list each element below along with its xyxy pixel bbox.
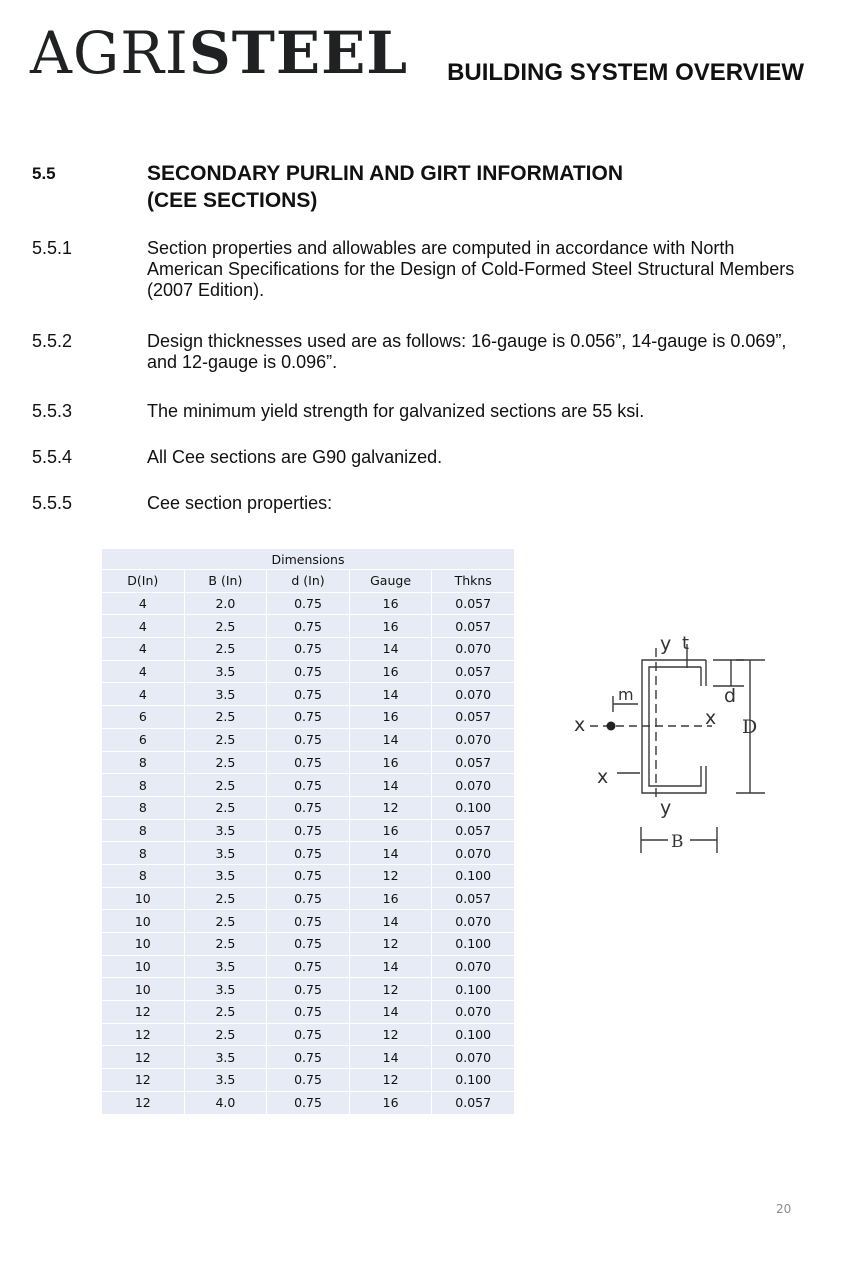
- table-row: [102, 933, 515, 956]
- x-right-label: x: [705, 707, 717, 729]
- table-row: [102, 751, 515, 774]
- table-cell: 16: [349, 660, 432, 683]
- table-cell: 0.070: [432, 728, 515, 751]
- table-row: [102, 955, 515, 978]
- table-cell: 12: [102, 1001, 185, 1024]
- table-cell: 2.5: [184, 751, 267, 774]
- table-cell: 8: [102, 774, 185, 797]
- table-cell: 10: [102, 933, 185, 956]
- clause-text: Design thicknesses used are as follows: 16-gauge is 0.056”, 14-gauge is 0.069”, and 12-gauge is 0.096”.: [147, 331, 787, 372]
- agristeel-logo: [30, 18, 408, 88]
- table-cell: 14: [349, 1001, 432, 1024]
- table-row: [102, 683, 515, 706]
- table-row: [102, 1001, 515, 1024]
- table-cell: 14: [349, 842, 432, 865]
- table-cell: 16: [349, 592, 432, 615]
- table-cell: 16: [349, 615, 432, 638]
- table-cell: 0.057: [432, 660, 515, 683]
- table-cell: 0.070: [432, 1001, 515, 1024]
- table-cell: 4.0: [184, 1091, 267, 1114]
- section-title-line1: SECONDARY PURLIN AND GIRT INFORMATION: [147, 162, 623, 185]
- table-cell: 8: [102, 796, 185, 819]
- table-cell: 0.75: [267, 774, 350, 797]
- table-group-header: Dimensions: [102, 549, 515, 570]
- table-cell: 2.5: [184, 774, 267, 797]
- table-cell: 2.5: [184, 728, 267, 751]
- table-row: [102, 864, 515, 887]
- table-cell: 0.057: [432, 887, 515, 910]
- table-cell: 2.5: [184, 615, 267, 638]
- column-header: B (In): [184, 570, 267, 593]
- table-cell: 16: [349, 706, 432, 729]
- table-row: [102, 660, 515, 683]
- table-row: [102, 796, 515, 819]
- table-cell: 8: [102, 864, 185, 887]
- table-cell: 0.057: [432, 592, 515, 615]
- table-cell: 0.75: [267, 751, 350, 774]
- document-title: BUILDING SYSTEM OVERVIEW: [447, 59, 804, 86]
- table-cell: 0.070: [432, 683, 515, 706]
- shear-center-dot: [607, 722, 616, 731]
- table-row: [102, 842, 515, 865]
- table-row: [102, 819, 515, 842]
- table-cell: 2.5: [184, 910, 267, 933]
- clause-number: 5.5.5: [32, 493, 73, 513]
- table-cell: 12: [349, 1069, 432, 1092]
- clause-text: The minimum yield strength for galvanized sections are 55 ksi.: [147, 401, 645, 421]
- table-cell: 0.057: [432, 751, 515, 774]
- section-title: [147, 160, 767, 214]
- table-row: [102, 592, 515, 615]
- table-cell: 16: [349, 751, 432, 774]
- clause-number: 5.5.2: [32, 331, 73, 351]
- table-cell: 12: [349, 1023, 432, 1046]
- table-cell: 0.75: [267, 819, 350, 842]
- table-row: [102, 887, 515, 910]
- table-cell: 0.100: [432, 796, 515, 819]
- table-cell: 0.100: [432, 1069, 515, 1092]
- table-cell: 0.75: [267, 1069, 350, 1092]
- t-label: t: [682, 633, 690, 654]
- table-cell: 0.75: [267, 864, 350, 887]
- table-cell: 0.75: [267, 978, 350, 1001]
- table-cell: 12: [102, 1046, 185, 1069]
- table-cell: 2.5: [184, 933, 267, 956]
- table-cell: 4: [102, 615, 185, 638]
- table-row: [102, 706, 515, 729]
- table-cell: 14: [349, 728, 432, 751]
- table-cell: 3.5: [184, 1069, 267, 1092]
- table-cell: 0.75: [267, 592, 350, 615]
- clause-number: 5.5.3: [32, 401, 73, 421]
- table-cell: 0.070: [432, 638, 515, 661]
- table-cell: 12: [102, 1069, 185, 1092]
- table-cell: 0.75: [267, 910, 350, 933]
- table-cell: 14: [349, 683, 432, 706]
- table-cell: 0.070: [432, 910, 515, 933]
- table-cell: 3.5: [184, 978, 267, 1001]
- table-cell: 10: [102, 978, 185, 1001]
- table-cell: 0.057: [432, 706, 515, 729]
- table-row: [102, 638, 515, 661]
- table-cell: 10: [102, 955, 185, 978]
- table-cell: 6: [102, 706, 185, 729]
- cee-section-diagram: [570, 625, 770, 860]
- table-cell: 2.5: [184, 638, 267, 661]
- table-row: [102, 1069, 515, 1092]
- table-cell: 14: [349, 910, 432, 933]
- column-header: Gauge: [349, 570, 432, 593]
- m-label: m: [618, 685, 634, 704]
- d-dimension: [713, 660, 744, 686]
- table-cell: 0.070: [432, 1046, 515, 1069]
- d-label: d: [724, 685, 737, 707]
- x-left-label: x: [574, 714, 586, 736]
- table-row: [102, 774, 515, 797]
- clause-text: All Cee sections are G90 galvanized.: [147, 447, 443, 467]
- table-row: [102, 1023, 515, 1046]
- table-cell: 3.5: [184, 842, 267, 865]
- page-number: 20: [776, 1202, 792, 1216]
- table-cell: 2.5: [184, 796, 267, 819]
- table-cell: 2.5: [184, 1023, 267, 1046]
- table-cell: 0.75: [267, 638, 350, 661]
- table-cell: 8: [102, 751, 185, 774]
- table-cell: 12: [102, 1091, 185, 1114]
- table-header-row: [102, 570, 515, 593]
- section-title-line2: (CEE SECTIONS): [147, 189, 318, 212]
- table-cell: 12: [349, 933, 432, 956]
- y-top-label: y: [660, 633, 672, 655]
- table-cell: 12: [102, 1023, 185, 1046]
- table-cell: 0.057: [432, 615, 515, 638]
- table-cell: 3.5: [184, 864, 267, 887]
- table-cell: 0.75: [267, 728, 350, 751]
- table-cell: 0.75: [267, 842, 350, 865]
- table-cell: 0.057: [432, 1091, 515, 1114]
- table-cell: 16: [349, 819, 432, 842]
- table-cell: 0.100: [432, 1023, 515, 1046]
- table-cell: 10: [102, 887, 185, 910]
- table-cell: 4: [102, 592, 185, 615]
- table-cell: 8: [102, 842, 185, 865]
- table-cell: 0.070: [432, 955, 515, 978]
- table-cell: 6: [102, 728, 185, 751]
- table-cell: 16: [349, 1091, 432, 1114]
- table-cell: 2.5: [184, 706, 267, 729]
- table-row: [102, 615, 515, 638]
- table-cell: 0.75: [267, 1091, 350, 1114]
- section-number: 5.5: [32, 164, 56, 183]
- table-cell: 3.5: [184, 660, 267, 683]
- clause-number: 5.5.1: [32, 238, 73, 258]
- table-cell: 14: [349, 638, 432, 661]
- table-cell: 3.5: [184, 955, 267, 978]
- cee-section-properties-table: [101, 548, 515, 1115]
- table-row: [102, 1091, 515, 1114]
- clause-text: Section properties and allowables are computed in accordance with North American Specifications for the Design of Cold-Formed Steel Structural Members (2007 Edition).: [147, 238, 795, 300]
- table-cell: 0.070: [432, 774, 515, 797]
- table-cell: 4: [102, 660, 185, 683]
- table-row: [102, 978, 515, 1001]
- table-cell: 0.057: [432, 819, 515, 842]
- table-cell: 3.5: [184, 1046, 267, 1069]
- table-cell: 14: [349, 1046, 432, 1069]
- table-cell: 8: [102, 819, 185, 842]
- table-row: [102, 728, 515, 751]
- table-cell: 14: [349, 955, 432, 978]
- table-cell: 3.5: [184, 819, 267, 842]
- table-cell: 0.75: [267, 796, 350, 819]
- table-cell: 0.75: [267, 1001, 350, 1024]
- table-cell: 0.75: [267, 683, 350, 706]
- table-cell: 0.75: [267, 660, 350, 683]
- table-row: [102, 910, 515, 933]
- B-label: B: [671, 832, 684, 852]
- table-cell: 0.75: [267, 955, 350, 978]
- table-cell: 12: [349, 978, 432, 1001]
- D-label: D: [742, 716, 758, 738]
- table-cell: 12: [349, 796, 432, 819]
- table-cell: 16: [349, 887, 432, 910]
- table-cell: 0.75: [267, 1023, 350, 1046]
- table-cell: 14: [349, 774, 432, 797]
- table-cell: 12: [349, 864, 432, 887]
- column-header: d (In): [267, 570, 350, 593]
- column-header: D(In): [102, 570, 185, 593]
- table-cell: 2.5: [184, 887, 267, 910]
- table-cell: 0.75: [267, 706, 350, 729]
- table-cell: 0.75: [267, 615, 350, 638]
- logo-steel: STEEL: [188, 19, 409, 87]
- table-cell: 2.0: [184, 592, 267, 615]
- table-cell: 0.75: [267, 1046, 350, 1069]
- table-cell: 0.070: [432, 842, 515, 865]
- table-cell: 3.5: [184, 683, 267, 706]
- column-header: Thkns: [432, 570, 515, 593]
- table-row: [102, 1046, 515, 1069]
- table-cell: 4: [102, 638, 185, 661]
- x-lower-label: x: [597, 766, 609, 788]
- y-bottom-label: y: [660, 797, 672, 819]
- clause-number: 5.5.4: [32, 447, 73, 467]
- table-cell: 0.100: [432, 933, 515, 956]
- table-cell: 0.100: [432, 864, 515, 887]
- table-cell: 0.75: [267, 933, 350, 956]
- table-cell: 10: [102, 910, 185, 933]
- table-cell: 0.100: [432, 978, 515, 1001]
- table-cell: 4: [102, 683, 185, 706]
- table-cell: 2.5: [184, 1001, 267, 1024]
- table-cell: 0.75: [267, 887, 350, 910]
- logo-agri: AGRI: [30, 19, 189, 87]
- clause-text: Cee section properties:: [147, 493, 333, 513]
